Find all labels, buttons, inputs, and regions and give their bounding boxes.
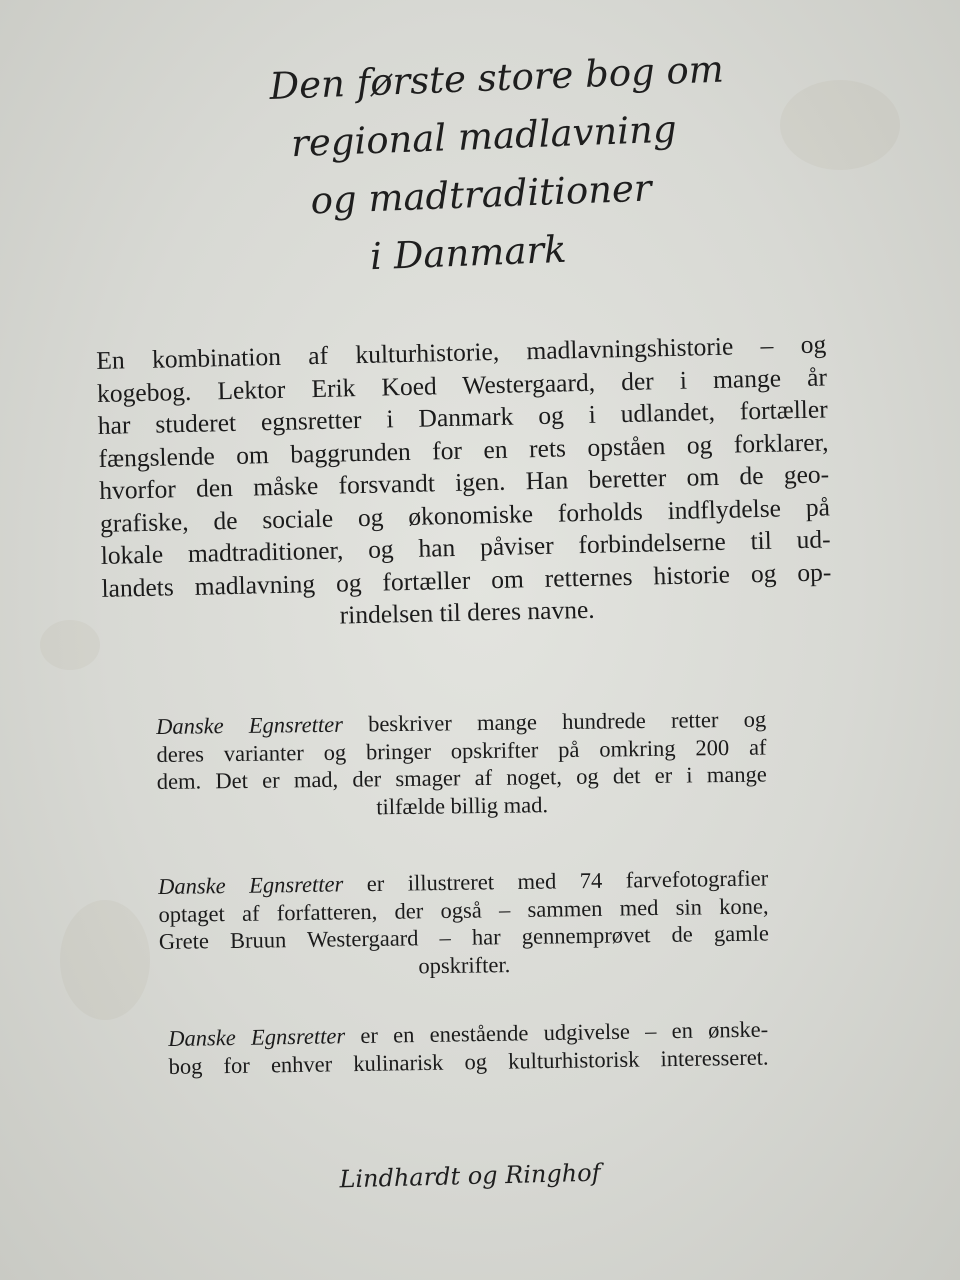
intro-line: rindelsen til deres navne.	[339, 594, 595, 630]
paper-stain	[40, 620, 100, 670]
intro-line: kogebog. Lektor Erik Koed Westergaard, der i mange år	[96, 361, 828, 408]
paragraph-line: dem. Det er mad, der smager af noget, og det er i mange	[156, 761, 767, 794]
paragraph-line: tilfælde billig mad.	[376, 791, 549, 819]
publisher-name: Lindhardt og Ringhof	[339, 1158, 601, 1194]
paragraph-line: deres varianter og bringer opskrifter på omkring 200 af	[156, 734, 767, 767]
illustration-paragraph	[158, 864, 769, 983]
paragraph-line: optaget af forfatteren, der også – sammen med sin kone,	[158, 892, 769, 927]
book-title: Danske Egnsretter	[158, 871, 344, 899]
paper-stain	[60, 900, 150, 1020]
intro-line: landets madlavning og fortæller om retternes historie og op-	[101, 556, 832, 603]
paragraph-text: beskriver mange hundrede retter og	[342, 706, 767, 737]
paragraph-line: opskrifter.	[418, 951, 511, 978]
closing-paragraph	[168, 1016, 769, 1080]
headline-line: og madtraditioner	[309, 166, 653, 223]
book-title: Danske Egnsretter	[168, 1023, 346, 1051]
headline-line: Den første store bog om	[268, 47, 725, 109]
intro-paragraph	[96, 328, 832, 637]
intro-line: En kombination af kulturhistorie, madlavningshistorie – og	[96, 329, 827, 375]
paragraph-line: bog for enhver kulinarisk og kulturhistorisk interesseret.	[168, 1044, 769, 1079]
headline-line: i Danmark	[369, 227, 568, 279]
content-paragraph	[156, 706, 767, 823]
intro-line: lokale madtraditioner, og han påviser forbindelserne til ud-	[100, 524, 831, 570]
intro-line: har studeret egnsretter i Danmark og i udlandet, fortæller	[97, 394, 828, 440]
headline-line: regional madlavning	[290, 107, 678, 166]
paragraph-line: Grete Bruun Westergaard – har gennemprøvet de gamle	[158, 920, 770, 954]
intro-line: hvorfor den måske forsvandt igen. Han beretter om de geo-	[98, 459, 830, 505]
paper-stain	[780, 80, 900, 170]
book-title: Danske Egnsretter	[156, 711, 344, 739]
paragraph-text: er illustreret med 74 farvefotografier	[343, 865, 769, 897]
paragraph-text: er en enestående udgivelse – en ønske-	[344, 1016, 769, 1049]
intro-line: fængslende om baggrunden for en rets opståen og forklarer,	[98, 426, 829, 473]
intro-line: grafiske, de sociale og økonomiske forholds indflydelse på	[99, 491, 831, 538]
cover-headline	[176, 39, 784, 294]
